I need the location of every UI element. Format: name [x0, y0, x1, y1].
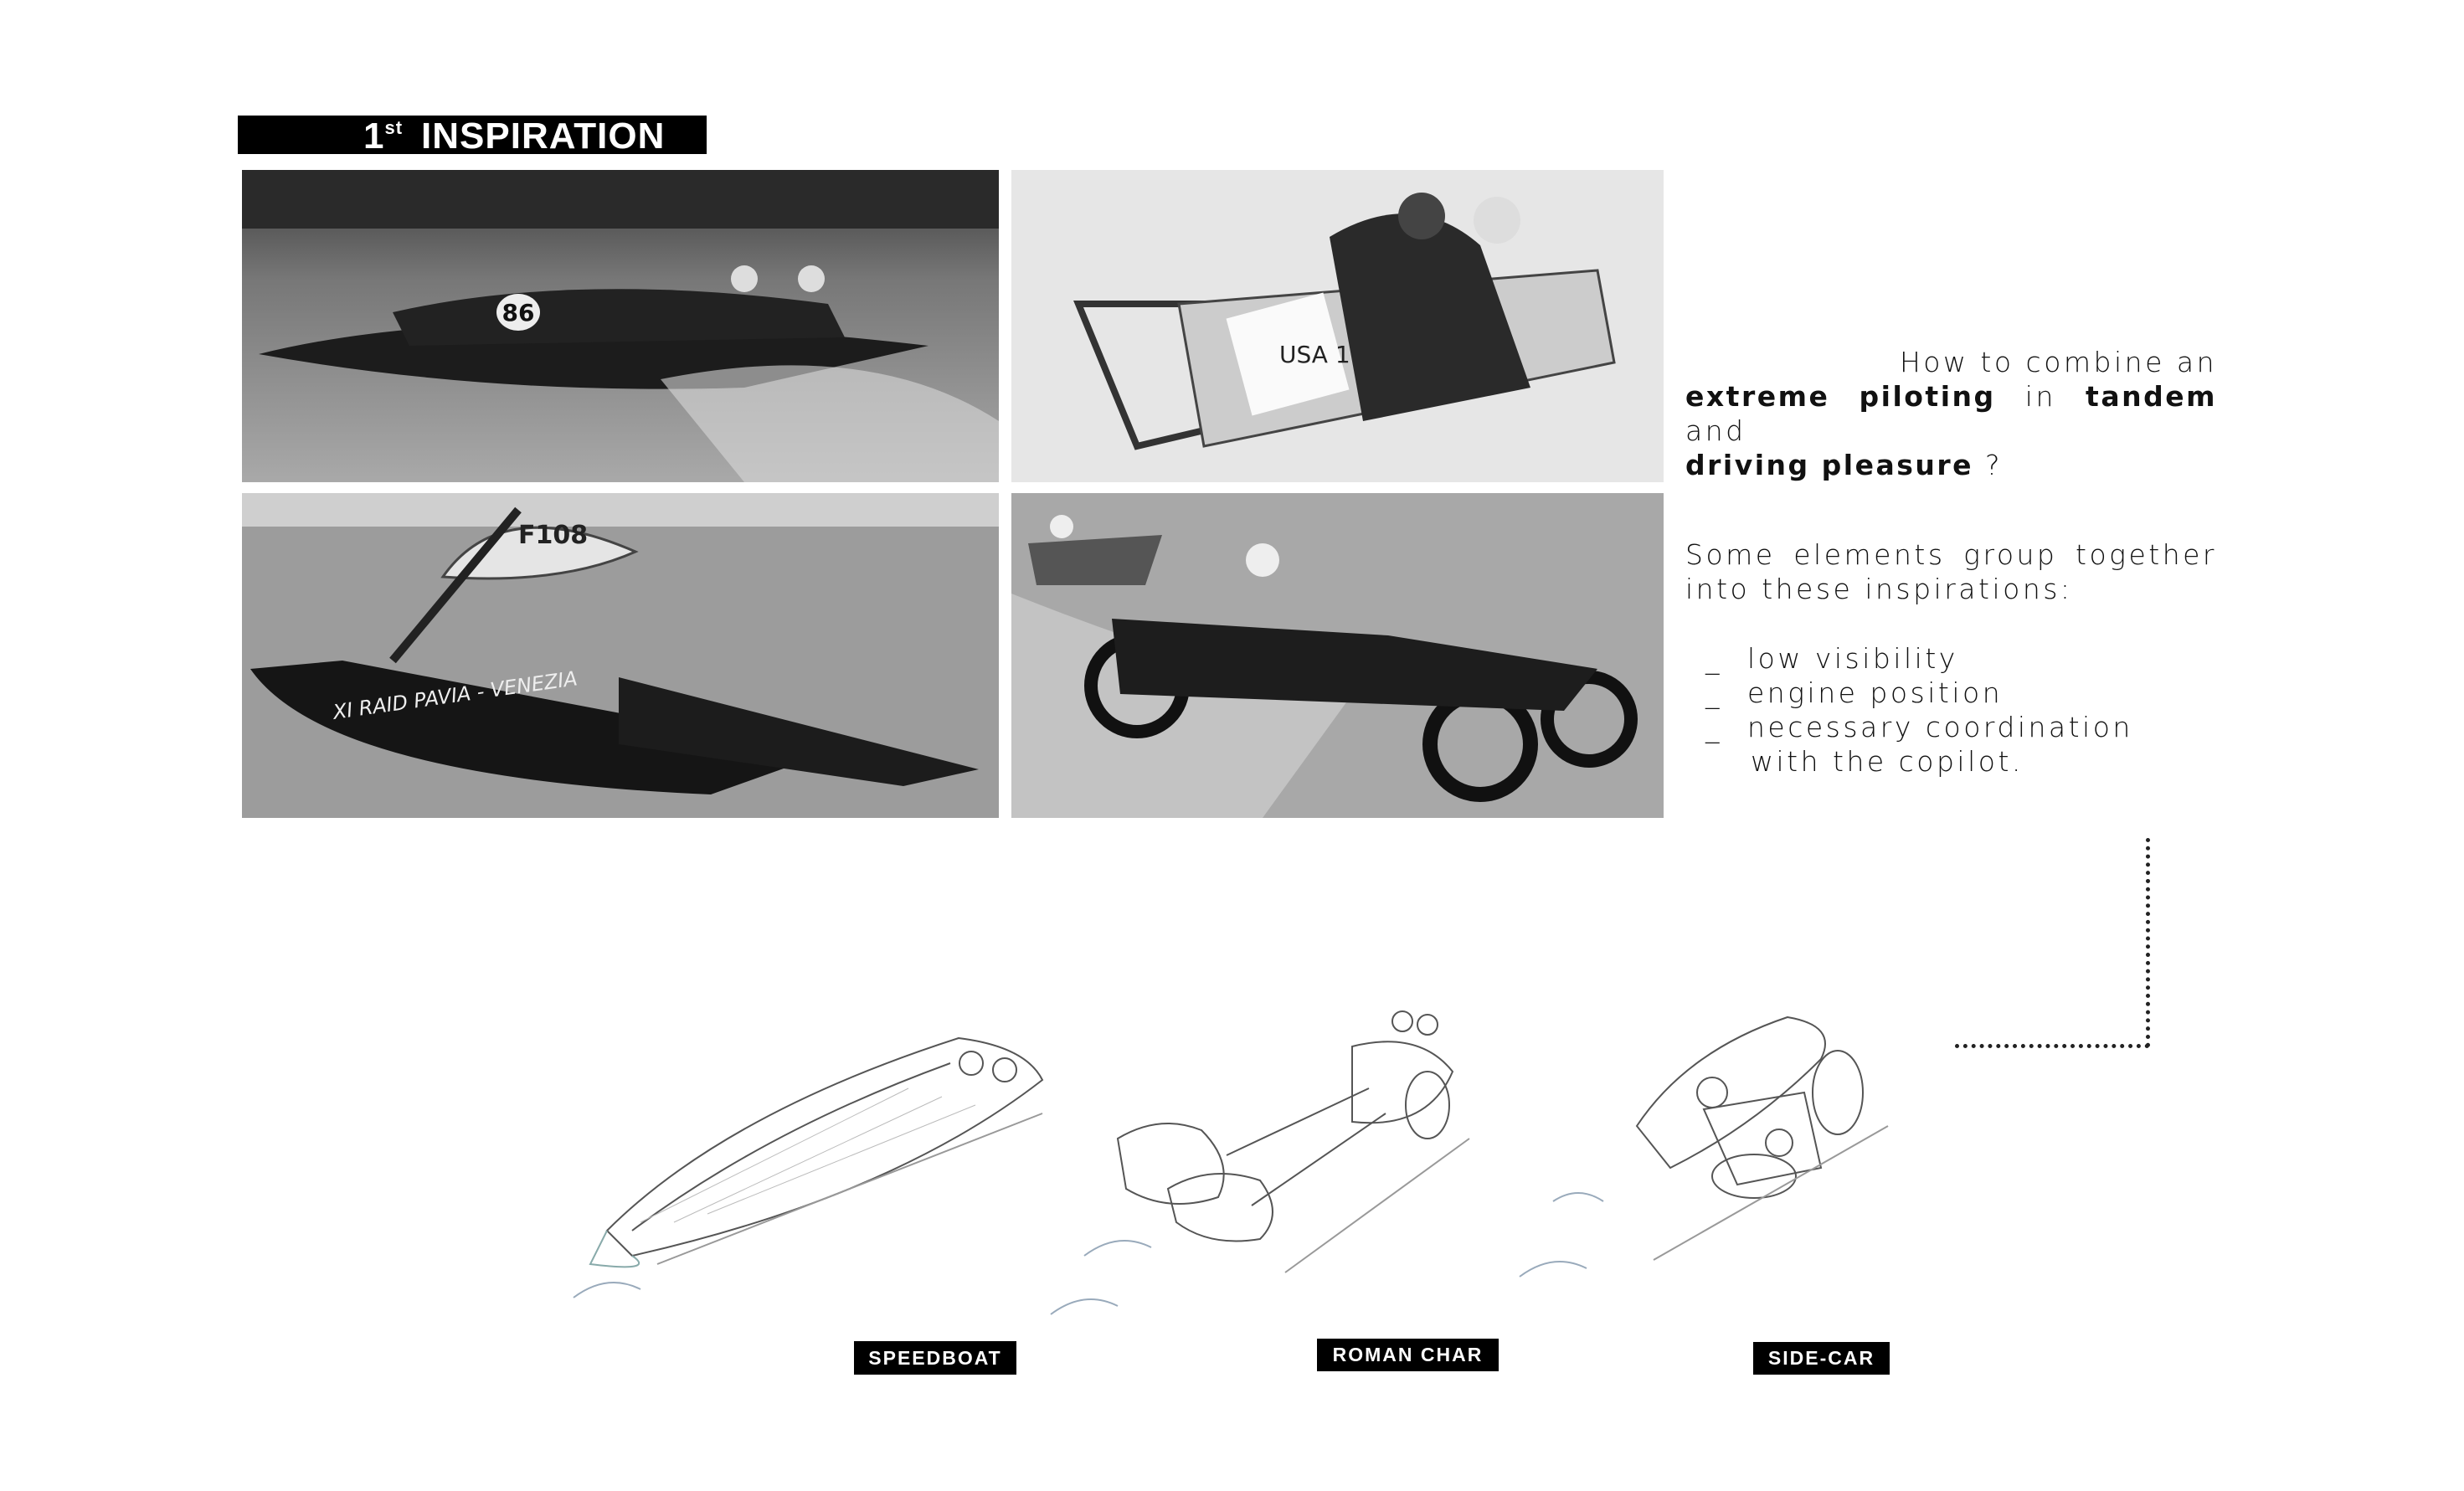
inspiration-elements-list: [1685, 641, 2217, 779]
list-item: [1685, 710, 2217, 744]
description-text: [1685, 345, 2217, 779]
list-item-continuation: with the copilot.: [1751, 745, 2024, 778]
bobsled-marking: USA 1: [1279, 341, 1350, 368]
title-text: INSPIRATION: [421, 116, 666, 157]
question-emphasis-extreme-piloting: extreme piloting: [1685, 380, 1996, 413]
list-item-text: necessary coordination: [1747, 711, 2133, 743]
list-dash: _: [1705, 642, 1722, 675]
question-word-and: and: [1685, 414, 1746, 447]
list-item: [1685, 641, 2217, 676]
boat-number: 86: [502, 299, 535, 326]
question-line-1: How to combine an: [1899, 346, 2217, 378]
question-emphasis-tandem: tandem: [2086, 380, 2217, 413]
boat-side-lettering: XI RAID PAVIA - VENEZIA: [331, 666, 579, 724]
dotted-connector-horizontal: [1955, 1044, 2149, 1048]
photo-sidecar-race: [1011, 493, 1664, 818]
photo-speedboat-86: [242, 170, 999, 482]
sketch-side-car: [1503, 1000, 1913, 1310]
sketch-speedboat: [557, 1013, 1059, 1314]
sketch-label-roman-chariot: ROMAN CHAR: [1317, 1339, 1499, 1371]
list-dash: _: [1705, 676, 1722, 709]
sketch-label-speedboat: SPEEDBOAT: [854, 1341, 1016, 1375]
photo-bobsled: [1011, 170, 1664, 482]
title-number: 1: [363, 116, 385, 157]
design-question: [1685, 345, 2217, 482]
section-title: [363, 116, 665, 157]
question-word-in: in: [2024, 380, 2056, 413]
dotted-connector-vertical: [2146, 838, 2150, 1047]
list-item-text: engine position: [1747, 676, 2004, 709]
plane-number: F108: [518, 521, 589, 550]
sketch-roman-chariot: [1034, 996, 1503, 1331]
question-emphasis-driving-pleasure: driving pleasure: [1685, 449, 1974, 481]
sketch-label-side-car: SIDE-CAR: [1753, 1342, 1890, 1375]
list-item-text: low visibility: [1747, 642, 1958, 675]
list-dash: _: [1705, 711, 1722, 743]
section-title-bar: [238, 116, 707, 157]
photo-raid-pavia-venezia: [242, 493, 999, 818]
question-mark: ?: [1985, 449, 2004, 481]
list-item: [1685, 676, 2217, 710]
title-ordinal: st: [384, 117, 404, 138]
intro-text: Some elements group together into these inspirations:: [1685, 538, 2217, 605]
